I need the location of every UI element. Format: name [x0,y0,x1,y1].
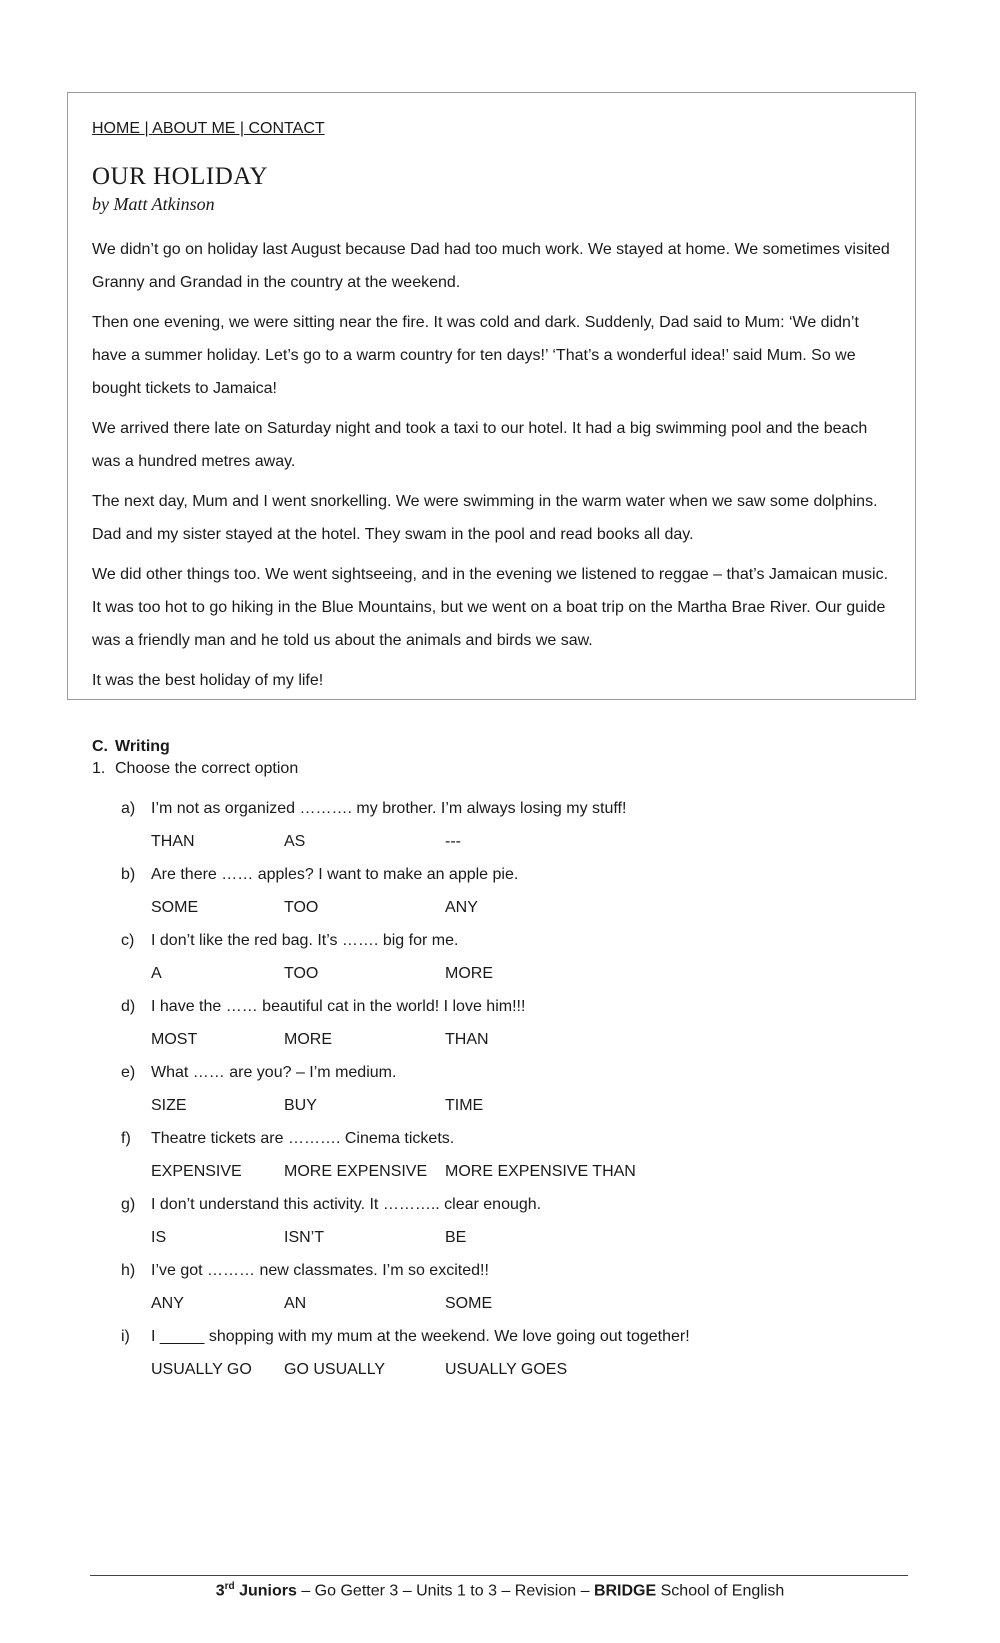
answer-option[interactable]: ANY [445,899,478,916]
question-text: I _____ shopping with my mum at the weekend. We love going out together! [151,1328,690,1345]
answer-option[interactable]: SIZE [151,1097,187,1114]
article-paragraph: We didn’t go on holiday last August because Dad had too much work. We stayed at home. We sometimes visited Granny and Grandad in the country at the weekend. [92,241,890,291]
question-label: i) [121,1328,130,1345]
question-label: g) [121,1196,136,1213]
question-item [121,800,821,866]
question-item [121,1130,821,1196]
question-item [121,932,821,998]
answer-option[interactable]: BUY [284,1097,317,1114]
footer-course: – Go Getter 3 – Units 1 to 3 – Revision – [296,1582,594,1600]
answer-option[interactable]: BE [445,1229,467,1246]
answer-option[interactable]: EXPENSIVE [151,1163,242,1180]
question-item [121,866,821,932]
nav-home-link[interactable]: HOME [92,120,140,137]
answer-option[interactable]: MORE [445,965,493,982]
question-text: What …… are you? – I’m medium. [151,1064,397,1081]
article-title: OUR HOLIDAY [92,163,269,190]
section-title: Writing [115,738,170,755]
top-nav [92,120,325,138]
footer-school-rest: School of English [656,1582,785,1600]
article-body [92,233,892,704]
nav-separator: | [140,120,153,137]
question-text: I’ve got ……… new classmates. I’m so excited!! [151,1262,489,1279]
answer-option[interactable]: TOO [284,965,319,982]
article-paragraph: We did other things too. We went sightseeing, and in the evening we listened to reggae – that’s Jamaican music. It was too hot to go hiking in the Blue Mountains, but we went on a boat trip on the Martha Brae River. Our guide was a friendly man and he told us about the animals and birds we saw. [92,566,889,649]
question-label: h) [121,1262,136,1279]
question-label: b) [121,866,136,883]
answer-option[interactable]: A [151,965,162,982]
question-item [121,1328,821,1394]
instruction-text: Choose the correct option [115,760,299,777]
answer-option[interactable]: TIME [445,1097,484,1114]
page-footer [0,1581,1000,1600]
question-item [121,998,821,1064]
article-paragraph: The next day, Mum and I went snorkelling. We were swimming in the warm water when we saw some dolphins. Dad and my sister stayed at the hotel. They swam in the pool and read books all day. [92,493,878,543]
question-label: d) [121,998,136,1015]
answer-option[interactable]: TOO [284,899,319,916]
question-label: a) [121,800,136,817]
question-text: Theatre tickets are ………. Cinema tickets. [151,1130,455,1147]
answer-option[interactable]: MORE EXPENSIVE [284,1163,428,1180]
question-text: I don’t like the red bag. It’s ……. big for me. [151,932,459,949]
question-text: Are there …… apples? I want to make an apple pie. [151,866,519,883]
answer-option[interactable]: USUALLY GO [151,1361,252,1378]
question-list [121,800,821,1394]
question-label: f) [121,1130,131,1147]
footer-grade-word: Juniors [239,1582,297,1600]
footer-grade-number: 3 [215,1582,225,1600]
answer-option[interactable]: AN [284,1295,307,1312]
answer-option[interactable]: USUALLY GOES [445,1361,568,1378]
section-letter: C. [92,738,108,755]
question-text: I have the …… beautiful cat in the world! I love him!!! [151,998,526,1015]
answer-option[interactable]: SOME [445,1295,493,1312]
footer-grade-suffix: rd [224,1581,235,1592]
answer-option[interactable]: ANY [151,1295,184,1312]
instruction-number: 1. [92,760,106,777]
answer-option[interactable]: GO USUALLY [284,1361,386,1378]
question-item [121,1064,821,1130]
question-item [121,1196,821,1262]
section-heading [92,738,170,756]
nav-separator: | [235,120,249,137]
question-item [121,1262,821,1328]
answer-option[interactable]: IS [151,1229,167,1246]
question-text: I’m not as organized ………. my brother. I’m always losing my stuff! [151,800,627,817]
question-label: e) [121,1064,136,1081]
answer-option[interactable]: AS [284,833,306,850]
article-paragraph: Then one evening, we were sitting near the fire. It was cold and dark. Suddenly, Dad said to Mum: ‘We didn’t have a summer holiday. Let’s go to a warm country for ten days!’ ‘That’s a wonderful idea!’ said Mum. So we bought tickets to Jamaica! [92,314,859,397]
article-byline: by Matt Atkinson [92,194,215,214]
nav-about-link[interactable]: ABOUT ME [152,120,236,137]
article-paragraph: We arrived there late on Saturday night and took a taxi to our hotel. It had a big swimming pool and the beach was a hundred metres away. [92,420,868,470]
footer-school-name: BRIDGE [593,1582,657,1600]
answer-option[interactable]: SOME [151,899,199,916]
answer-option[interactable]: MORE [284,1031,332,1048]
nav-contact-link[interactable]: CONTACT [248,120,325,137]
footer-divider [90,1575,908,1576]
answer-option[interactable]: --- [445,833,461,850]
answer-option[interactable]: THAN [151,833,195,850]
answer-option[interactable]: ISN’T [284,1229,324,1246]
answer-option[interactable]: MORE EXPENSIVE THAN [445,1163,636,1180]
article-box [67,92,916,700]
answer-option[interactable]: MOST [151,1031,198,1048]
question-label: c) [121,932,135,949]
question-text: I don’t understand this activity. It ……….. clear enough. [151,1196,542,1213]
answer-option[interactable]: THAN [445,1031,489,1048]
article-paragraph: It was the best holiday of my life! [92,672,324,689]
exercise-instruction [92,760,298,778]
